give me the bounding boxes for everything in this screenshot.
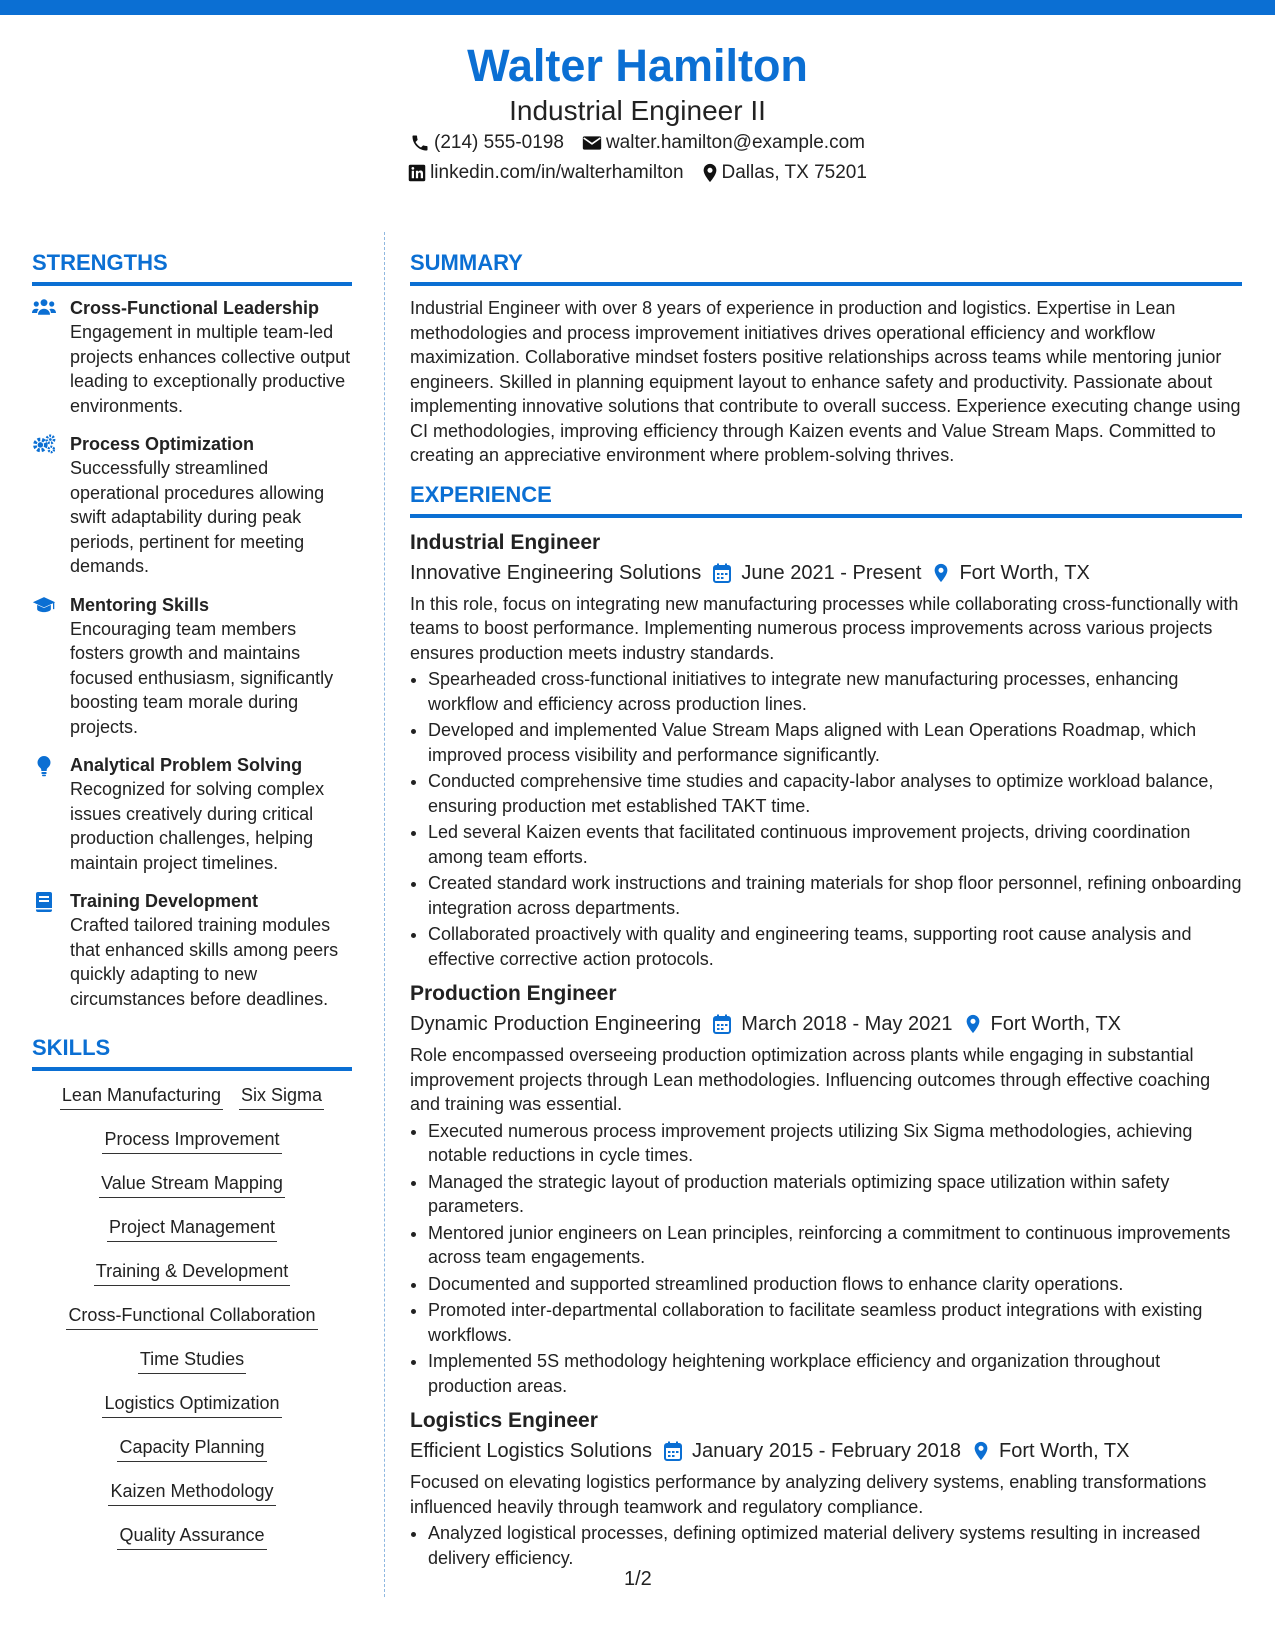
map-pin-icon	[933, 563, 949, 583]
strength-desc: Successfully streamlined operational procedures allowing swift adaptability during peak periods, pertinent for meeting demands.	[70, 458, 325, 576]
job-company: Innovative Engineering Solutions	[410, 561, 702, 584]
job-dates-text: January 2015 - February 2018	[691, 1440, 962, 1462]
job-bullet: • Analyzed logistical processes, defining optimized material delivery systems resulting in increased delivery efficiency.	[428, 1521, 1242, 1570]
job-location	[973, 1436, 1129, 1466]
strength-desc: Encouraging team members fosters growth and maintains focused enthusiasm, significantly boosting team morale during projects.	[70, 618, 334, 737]
phone-icon	[410, 133, 430, 153]
job-bullet: • Collaborated proactively with quality and engineering teams, supporting root cause analysis and effective corrective action protocols.	[428, 922, 1242, 971]
calendar-icon	[713, 563, 731, 583]
job-bullet: • Implemented 5S methodology heightening workplace efficiency and organization throughout production areas.	[428, 1349, 1242, 1398]
email-text[interactable]: walter.hamilton@example.com	[605, 132, 865, 153]
page-number: 1/2	[624, 1568, 652, 1590]
contact-row-2	[0, 158, 1275, 188]
job-bullet: • Created standard work instructions and training materials for shop floor personnel, refining onboarding integration across departments.	[428, 871, 1242, 920]
job-bullet: • Executed numerous process improvement projects utilizing Six Sigma methodologies, achieving notable reductions in cycle times.	[428, 1119, 1242, 1168]
job-meta	[410, 558, 1242, 588]
skill-row	[32, 1347, 352, 1374]
skill-row	[32, 1171, 352, 1198]
job-bullet: • Developed and implemented Value Stream Maps aligned with Lean Operations Roadmap, which improved process visibility and performance significantly.	[428, 718, 1242, 767]
skill-tag: Value Stream Mapping	[99, 1171, 285, 1198]
strength-title: Training Development	[70, 891, 259, 911]
job-bullet: • Led several Kaizen events that facilitated continuous improvement projects, driving coordination among team efforts.	[428, 820, 1242, 869]
skill-row	[32, 1479, 352, 1506]
contact-row-1	[0, 128, 1275, 158]
experience-heading: EXPERIENCE	[410, 480, 1242, 518]
job-bullet: • Mentored junior engineers on Lean principles, reinforcing a commitment to continuous improvements across team engagements.	[428, 1221, 1242, 1270]
lightbulb-icon	[32, 753, 70, 875]
job-bullet: • Promoted inter-departmental collaboration to facilitate seamless product integrations with existing workflows.	[428, 1298, 1242, 1347]
job-bullet: • Spearheaded cross-functional initiatives to integrate new manufacturing processes, enhancing workflow and efficiency across production lines.	[428, 667, 1242, 716]
resume-header	[0, 40, 1275, 188]
job-dates	[713, 1009, 952, 1039]
job-location	[933, 558, 1089, 588]
job-title: Industrial Engineer	[410, 530, 601, 554]
skill-tag: Project Management	[107, 1215, 277, 1242]
skill-tag: Quality Assurance	[117, 1523, 266, 1550]
skill-row	[32, 1435, 352, 1462]
email-contact[interactable]	[582, 128, 865, 158]
linkedin-contact[interactable]	[408, 158, 683, 188]
skill-tag: Process Improvement	[102, 1127, 281, 1154]
strength-desc: Recognized for solving complex issues creatively during critical production challenges, helping maintain project timelines.	[70, 779, 325, 873]
strength-desc: Crafted tailored training modules that enhanced skills among peers quickly adapting to new circumstances before deadlines.	[70, 915, 339, 1009]
job-entry	[410, 1406, 1242, 1570]
skill-tag: Kaizen Methodology	[108, 1479, 275, 1506]
linkedin-text[interactable]: linkedin.com/in/walterhamilton	[430, 162, 684, 183]
job-meta	[410, 1009, 1242, 1039]
job-description: In this role, focus on integrating new manufacturing processes while collaborating cross-functionally with teams to boost performance. Implementing numerous process improvements across various projects ensures production meets industry standards.	[410, 593, 1239, 663]
map-pin-icon	[965, 1014, 981, 1034]
summary-text: Industrial Engineer with over 8 years of experience in production and logistics. Expertise in Lean methodologies and process improvement initiatives drives operational efficiency and workflow maximization. Collaborative mindset fosters positive relationships across teams while mentoring junior engineers. Skilled in planning equipment layout to enhance safety and productivity. Passionate about implementing innovative solutions that contribute to overall success. Experience executing change using CI methodologies, improving efficiency through Kaizen events and Value Stream Maps. Committed to creating an appreciative environment where problem-solving thrives.	[410, 298, 1241, 465]
strength-item	[32, 753, 352, 875]
gears-icon	[32, 432, 70, 579]
job-company: Dynamic Production Engineering	[410, 1013, 702, 1035]
graduation-cap-icon	[32, 593, 70, 740]
strengths-heading: STRENGTHS	[32, 248, 352, 286]
job-bullets	[410, 1119, 1242, 1399]
job-location	[965, 1009, 1121, 1039]
skill-tag: Six Sigma	[239, 1083, 324, 1110]
job-bullet: • Conducted comprehensive time studies and capacity-labor analyses to optimize workload balance, ensuring production met established TAKT time.	[428, 769, 1242, 818]
skill-row	[32, 1127, 352, 1154]
job-company: Efficient Logistics Solutions	[410, 1440, 652, 1462]
strength-item	[32, 593, 352, 740]
location-text: Dallas, TX 75201	[721, 162, 867, 183]
job-bullet: • Managed the strategic layout of production materials optimizing space utilization within safety parameters.	[428, 1170, 1242, 1219]
column-divider	[384, 232, 385, 1597]
skills-heading: SKILLS	[32, 1033, 352, 1071]
envelope-icon	[582, 134, 602, 152]
job-bullets	[410, 1521, 1242, 1570]
candidate-title: Industrial Engineer II	[509, 95, 766, 126]
job-bullet: • Documented and supported streamlined production flows to enhance clarity operations.	[428, 1272, 1242, 1297]
book-icon	[32, 889, 70, 1011]
job-description: Focused on elevating logistics performance by analyzing delivery systems, enabling transformations influenced heavily through teamwork and regulatory compliance.	[410, 1472, 1207, 1517]
calendar-icon	[713, 1014, 731, 1034]
strength-desc: Engagement in multiple team-led projects enhances collective output leading to exceptionally productive environments.	[70, 322, 351, 416]
skill-tag: Capacity Planning	[117, 1435, 266, 1462]
location-contact	[702, 158, 867, 188]
job-dates-text: June 2021 - Present	[741, 561, 922, 584]
skill-tag: Cross-Functional Collaboration	[66, 1303, 317, 1330]
calendar-icon	[664, 1441, 682, 1461]
phone-contact	[410, 128, 564, 158]
job-bullets	[410, 667, 1242, 971]
strength-item	[32, 889, 352, 1011]
skill-row	[32, 1523, 352, 1550]
job-dates	[713, 558, 921, 588]
strength-title: Process Optimization	[70, 434, 255, 454]
skill-row	[32, 1259, 352, 1286]
job-title: Production Engineer	[410, 982, 617, 1005]
strength-title: Analytical Problem Solving	[70, 755, 303, 775]
job-entry	[410, 979, 1242, 1398]
skill-row	[32, 1083, 352, 1110]
job-location-text: Fort Worth, TX	[999, 1440, 1130, 1462]
candidate-name: Walter Hamilton	[467, 40, 808, 91]
map-pin-icon	[973, 1441, 989, 1461]
map-pin-icon	[702, 163, 718, 183]
job-dates	[664, 1436, 961, 1466]
strength-item	[32, 432, 352, 579]
job-meta	[410, 1436, 1242, 1466]
strength-item	[32, 296, 352, 418]
job-description: Role encompassed overseeing production optimization across plants while engaging in substantial improvement projects through Lean methodologies. Influencing outcomes through effective coaching and training was essential.	[410, 1045, 1211, 1114]
job-dates-text: March 2018 - May 2021	[741, 1013, 953, 1035]
skill-row	[32, 1391, 352, 1418]
skill-tag: Training & Development	[94, 1259, 290, 1286]
strength-title: Cross-Functional Leadership	[70, 298, 320, 318]
job-title: Logistics Engineer	[410, 1409, 598, 1432]
left-column	[32, 248, 352, 1567]
right-column	[410, 248, 1242, 1578]
skills-list	[32, 1083, 352, 1550]
users-icon	[32, 296, 70, 418]
top-accent-bar	[0, 0, 1275, 15]
skill-tag: Time Studies	[138, 1347, 246, 1374]
skill-row	[32, 1215, 352, 1242]
job-location-text: Fort Worth, TX	[990, 1013, 1121, 1035]
strength-title: Mentoring Skills	[70, 594, 210, 615]
linkedin-icon	[408, 164, 426, 182]
job-location-text: Fort Worth, TX	[959, 561, 1090, 584]
skill-row	[32, 1303, 352, 1330]
summary-heading: SUMMARY	[410, 248, 1242, 286]
skill-tag: Logistics Optimization	[102, 1391, 281, 1418]
job-entry	[410, 528, 1242, 972]
skill-tag: Lean Manufacturing	[60, 1083, 223, 1110]
phone-text: (214) 555-0198	[434, 132, 564, 153]
